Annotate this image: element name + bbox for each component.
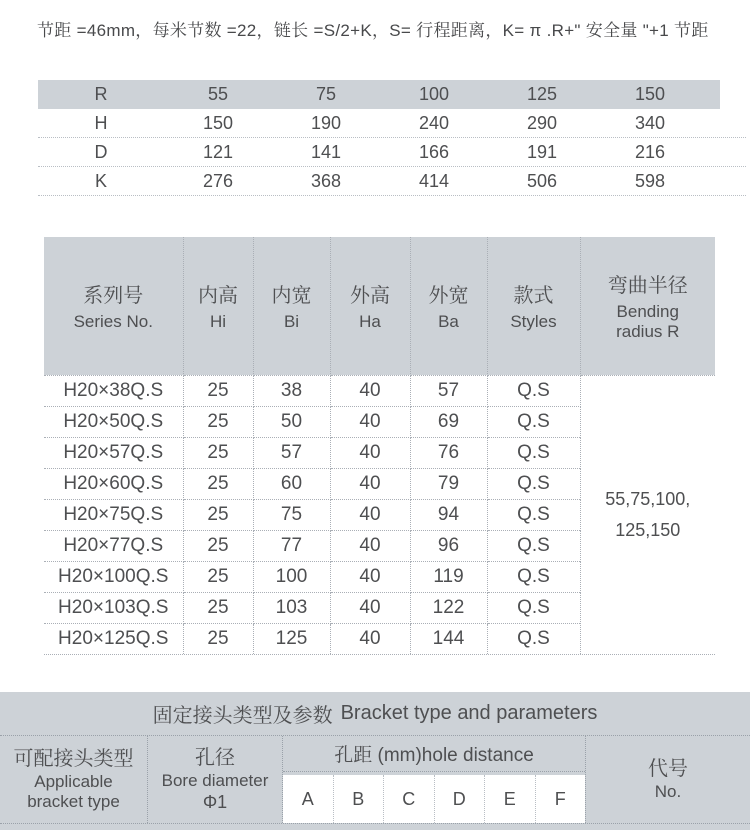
column-header-series — [44, 237, 183, 375]
header-label-zh: 代号 — [648, 757, 688, 780]
cell-value: 166 — [418, 141, 450, 162]
cell-value: Q.S — [487, 499, 580, 530]
series-cell: H20×60Q.S — [44, 468, 183, 499]
bore-diameter-header — [148, 736, 283, 823]
hole-distance-cell: C — [384, 775, 435, 823]
header-label-en: Hi — [209, 312, 227, 332]
cell-value: 40 — [330, 592, 410, 623]
cell-value: 60 — [253, 468, 330, 499]
cell-value: 57 — [410, 375, 487, 406]
header-label-zh: 内宽 — [271, 285, 312, 308]
table-row — [44, 375, 715, 406]
column-header-inner-width — [253, 237, 330, 375]
chain-parameter-table — [38, 80, 746, 196]
header-label-en: No. — [654, 781, 682, 801]
cell-value: 414 — [418, 170, 450, 191]
cell-value: 25 — [183, 437, 253, 468]
cell-value: 25 — [183, 561, 253, 592]
cell-value: 216 — [634, 141, 666, 162]
applicable-bracket-header — [0, 736, 148, 823]
series-spec-table — [44, 237, 715, 655]
column-header-styles — [487, 237, 580, 375]
series-cell: H20×57Q.S — [44, 437, 183, 468]
cell-value: 57 — [253, 437, 330, 468]
cell-value: 125 — [526, 84, 558, 104]
formula-text: 节距 =46mm，每米节数 =22，链长 =S/2+K，S= 行程距离，K= π .R+" 安全量 "+1 节距 — [37, 21, 709, 40]
cell-value: 122 — [410, 592, 487, 623]
cell-value: 191 — [526, 141, 558, 162]
cell-value: 276 — [202, 170, 234, 191]
cell-value: 141 — [310, 141, 342, 162]
cell-value: 121 — [202, 141, 234, 162]
cell-value: 598 — [634, 170, 666, 191]
table-row — [38, 80, 720, 109]
row-label: H — [94, 112, 108, 133]
cell-value: 25 — [183, 499, 253, 530]
hole-distance-cell: F — [536, 775, 586, 823]
bending-radius-cell — [580, 375, 715, 654]
header-label-zh: 款式 — [513, 285, 554, 308]
header-label-zh: 孔径 — [195, 746, 235, 769]
table-row — [38, 109, 746, 138]
cell-value: 77 — [253, 530, 330, 561]
cell-value: 40 — [330, 437, 410, 468]
header-label-zh: 可配接头类型 — [13, 747, 134, 770]
cell-value: 40 — [330, 499, 410, 530]
hole-distance-cell: D — [435, 775, 486, 823]
cell-value: Q.S — [487, 437, 580, 468]
cell-value: 40 — [330, 406, 410, 437]
cell-value: 25 — [183, 375, 253, 406]
series-cell: H20×75Q.S — [44, 499, 183, 530]
hole-distance-columns — [283, 772, 585, 823]
series-cell: H20×100Q.S — [44, 561, 183, 592]
header-label-zh: 系列号 — [83, 285, 144, 308]
cell-value: 96 — [410, 530, 487, 561]
hole-distance-label: 孔距 (mm)hole distance — [283, 736, 585, 772]
series-cell: H20×125Q.S — [44, 623, 183, 654]
cell-value: 368 — [310, 170, 342, 191]
series-cell: H20×77Q.S — [44, 530, 183, 561]
cell-value: 25 — [183, 530, 253, 561]
hole-distance-header — [283, 736, 585, 823]
series-cell: H20×103Q.S — [44, 592, 183, 623]
header-label-en: Applicable bracket type — [27, 771, 120, 811]
column-header-outer-width — [410, 237, 487, 375]
header-label-en: Styles — [510, 312, 557, 332]
bracket-header-row — [0, 736, 750, 824]
header-label-en: Bi — [283, 312, 300, 332]
table-row — [38, 138, 746, 167]
row-label: R — [94, 84, 108, 104]
cell-value: 94 — [410, 499, 487, 530]
cell-value: 40 — [330, 375, 410, 406]
cell-value: 25 — [183, 468, 253, 499]
hole-distance-cell: B — [334, 775, 385, 823]
cell-value: 119 — [410, 561, 487, 592]
row-label: K — [94, 170, 107, 191]
cell-value: 40 — [330, 623, 410, 654]
cell-value: 79 — [410, 468, 487, 499]
cell-value: 150 — [202, 112, 234, 133]
cell-value: 40 — [330, 530, 410, 561]
column-header-outer-height — [330, 237, 410, 375]
header-label-en: Ba — [438, 312, 459, 332]
header-label-zh: 外宽 — [428, 285, 469, 308]
cell-value: Q.S — [487, 592, 580, 623]
cell-value: 55 — [207, 84, 229, 104]
cell-value: 75 — [315, 84, 337, 104]
cell-value: 38 — [253, 375, 330, 406]
header-label-en: Series No. — [73, 312, 153, 332]
cell-value: 75 — [253, 499, 330, 530]
cell-value: Q.S — [487, 468, 580, 499]
cell-value: 144 — [410, 623, 487, 654]
cell-value: 69 — [410, 406, 487, 437]
cell-value: 100 — [418, 84, 450, 104]
cell-value: 240 — [418, 112, 450, 133]
cell-value: 25 — [183, 406, 253, 437]
cell-value: Q.S — [487, 375, 580, 406]
header-label-zh: 内高 — [198, 285, 238, 308]
bore-diameter-symbol: Φ1 — [202, 791, 228, 812]
cell-value: 100 — [253, 561, 330, 592]
hole-distance-cell: E — [485, 775, 536, 823]
header-row — [44, 237, 715, 375]
column-header-bending-radius — [580, 237, 715, 375]
cell-value: 25 — [183, 623, 253, 654]
cell-value: 506 — [526, 170, 558, 191]
cell-value: 290 — [526, 112, 558, 133]
section-title-zh: 固定接头类型及参数 — [152, 705, 333, 727]
cell-value: 125 — [253, 623, 330, 654]
hole-distance-cell: A — [283, 775, 334, 823]
cell-value: 50 — [253, 406, 330, 437]
header-label-zh: 弯曲半径 — [607, 274, 688, 297]
cell-value: 150 — [634, 84, 666, 104]
code-number-header — [585, 736, 750, 823]
cell-value: 190 — [310, 112, 342, 133]
bracket-section — [0, 692, 750, 830]
bending-radius-line: 55,75,100, — [605, 488, 691, 509]
header-label-en: Ha — [359, 312, 381, 332]
header-label-en: Bending radius R — [616, 301, 680, 342]
cell-value: 103 — [253, 592, 330, 623]
bending-radius-line: 125,150 — [615, 519, 681, 540]
column-header-inner-height — [183, 237, 253, 375]
cell-value: Q.S — [487, 406, 580, 437]
cell-value: 340 — [634, 112, 666, 133]
series-cell: H20×38Q.S — [44, 375, 183, 406]
cell-value: 76 — [410, 437, 487, 468]
cell-value: 40 — [330, 468, 410, 499]
cell-value: Q.S — [487, 561, 580, 592]
header-label-zh: 外高 — [350, 285, 390, 308]
series-cell: H20×50Q.S — [44, 406, 183, 437]
row-label: D — [94, 141, 108, 162]
cell-value: 25 — [183, 592, 253, 623]
cell-value: Q.S — [487, 623, 580, 654]
cell-value: Q.S — [487, 530, 580, 561]
section-title — [0, 692, 750, 736]
table-row — [38, 167, 746, 196]
header-label-en: Bore diameter — [161, 770, 269, 790]
cell-value: 40 — [330, 561, 410, 592]
section-title-en: Bracket type and parameters — [340, 702, 598, 724]
